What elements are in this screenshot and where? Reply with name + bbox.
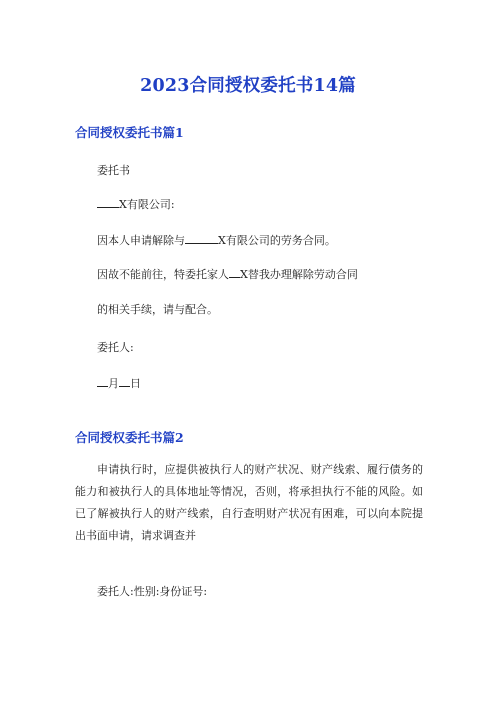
blank-underline bbox=[97, 196, 119, 208]
addressee-text: X有限公司: bbox=[119, 198, 175, 211]
blank-underline bbox=[119, 375, 130, 387]
document-title: 2023合同授权委托书14篇 bbox=[140, 76, 356, 96]
request-text-end: X有限公司的劳务合同。 bbox=[218, 234, 336, 247]
addressee-line bbox=[97, 196, 175, 213]
request-line bbox=[97, 232, 336, 249]
blank-underline bbox=[229, 266, 240, 278]
section-heading-2: 合同授权委托书篇2 bbox=[75, 430, 184, 445]
reason-text-start: 因故不能前往，特委托家人 bbox=[97, 268, 229, 281]
principal-info-line: 委托人:性别:身份证号: bbox=[97, 585, 208, 598]
reason-text-end: X替我办理解除劳动合同 bbox=[240, 268, 358, 281]
section-heading-1: 合同授权委托书篇1 bbox=[75, 125, 184, 140]
procedure-line: 的相关手续，请与配合。 bbox=[97, 303, 218, 316]
letter-title: 委托书 bbox=[97, 164, 130, 177]
date-line bbox=[97, 375, 141, 392]
date-day-label: 日 bbox=[130, 377, 141, 390]
principal-line: 委托人: bbox=[97, 341, 134, 354]
reason-line bbox=[97, 266, 358, 283]
request-text-start: 因本人申请解除与 bbox=[97, 234, 185, 247]
blank-underline bbox=[97, 375, 108, 387]
blank-underline bbox=[185, 232, 218, 244]
date-month-label: 月 bbox=[108, 377, 119, 390]
execution-paragraph: 申请执行时，应提供被执行人的财产状况、财产线索、履行债务的能力和被执行人的具体地址等情况，否则，将承担执行不能的风险。如已了解被执行人的财产线索，自行查明财产状况有困难，可以向本院提出书面申请，请求调查并 bbox=[75, 463, 423, 542]
